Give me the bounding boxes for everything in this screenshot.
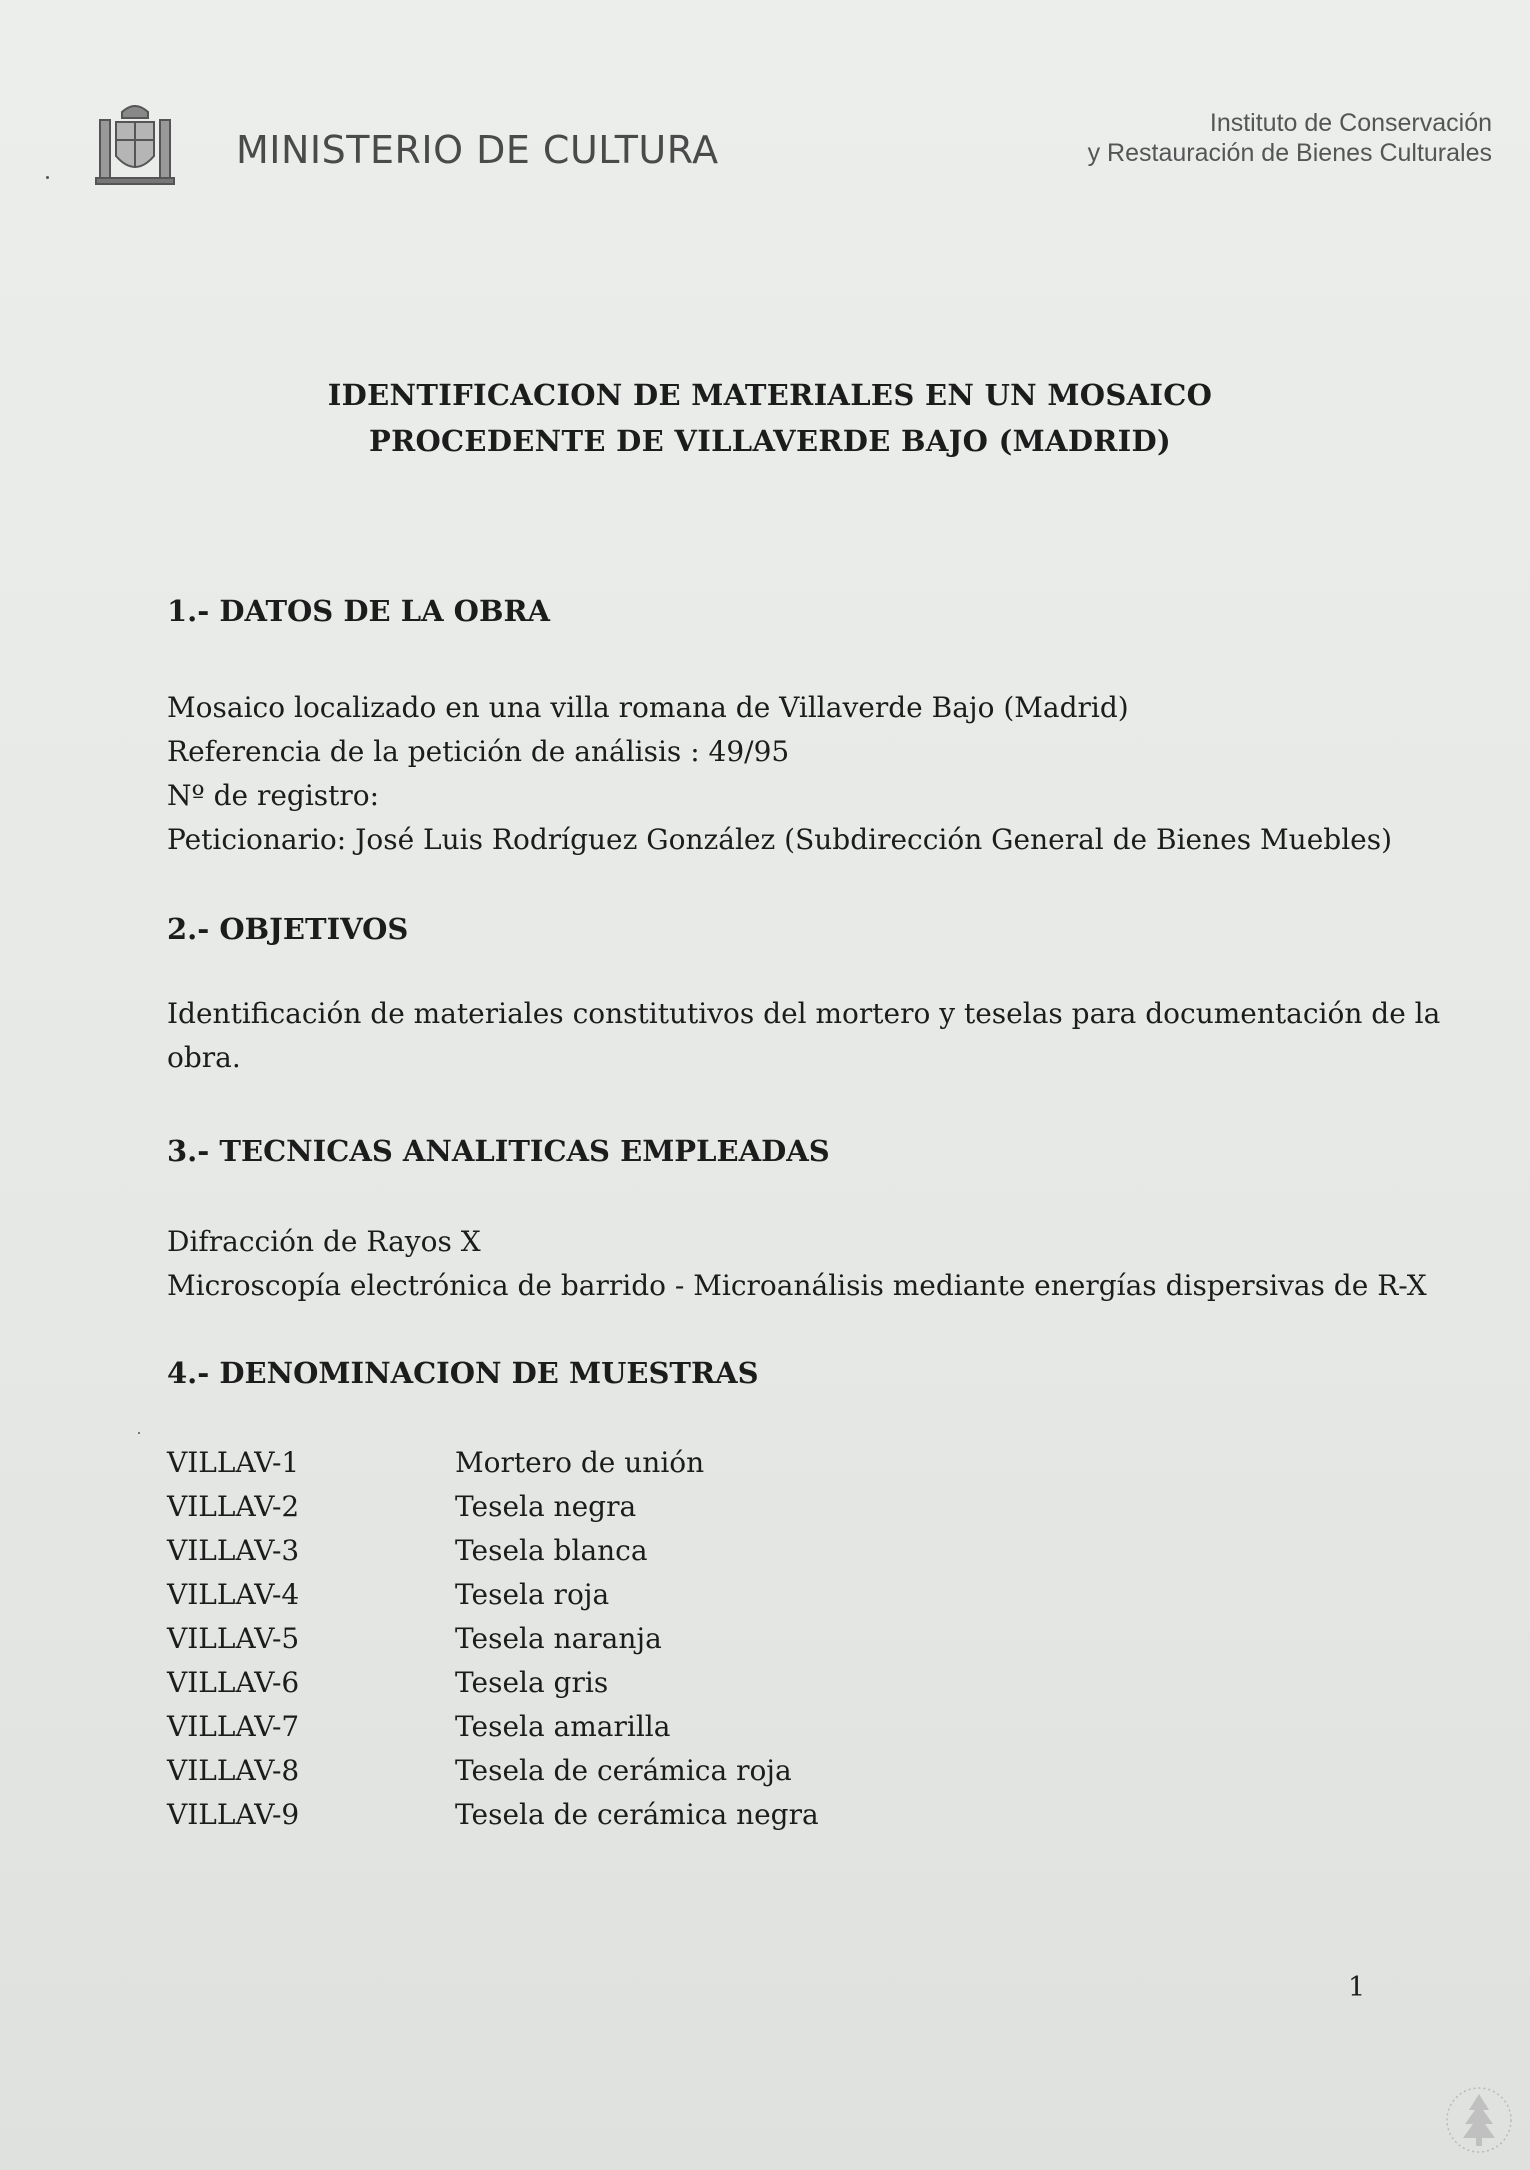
scan-speck [138, 1432, 140, 1434]
list-item [167, 1748, 819, 1792]
section-1-body [167, 686, 1392, 862]
sample-description: Tesela roja [455, 1577, 610, 1611]
list-item [167, 1528, 819, 1572]
institute-line-2: y Restauración de Bienes Culturales [1087, 139, 1492, 167]
sample-code: VILLAV-9 [167, 1797, 300, 1831]
petitioner-line: Peticionario: José Luis Rodríguez González (Subdirección General de Bienes Muebles) [167, 823, 1393, 856]
sample-code: VILLAV-6 [167, 1665, 300, 1699]
sample-description: Tesela amarilla [455, 1709, 671, 1743]
sample-code: VILLAV-4 [167, 1577, 300, 1611]
sample-description: Tesela naranja [455, 1621, 662, 1655]
sample-code: VILLAV-5 [167, 1621, 300, 1655]
page-number: 1 [1348, 1972, 1366, 2003]
coat-of-arms-icon [94, 98, 176, 188]
sample-description: Tesela gris [455, 1665, 609, 1699]
scan-speck [46, 176, 49, 179]
section-1-heading: 1.- DATOS DE LA OBRA [167, 594, 551, 628]
section-2-body [167, 992, 1440, 1080]
list-item [167, 1616, 819, 1660]
objectives-line-2: obra. [167, 1041, 241, 1074]
list-item [167, 1440, 819, 1484]
technique-line-2: Microscopía electrónica de barrido - Microanálisis mediante energías dispersivas de R-X [167, 1269, 1427, 1302]
section-2-heading: 2.- OBJETIVOS [167, 912, 409, 946]
request-reference-line: Referencia de la petición de análisis : 49/95 [167, 735, 790, 768]
institute-line-1: Instituto de Conservación [1209, 109, 1492, 137]
sample-description: Tesela de cerámica negra [455, 1797, 819, 1831]
tree-stamp-icon [1444, 2080, 1514, 2160]
section-3-body [167, 1220, 1427, 1308]
list-item [167, 1660, 819, 1704]
registry-number-line: Nº de registro: [167, 779, 380, 812]
sample-code: VILLAV-3 [167, 1533, 300, 1567]
title-line-1: IDENTIFICACION DE MATERIALES EN UN MOSAICO [327, 378, 1213, 412]
technique-line-1: Difracción de Rayos X [167, 1225, 481, 1258]
list-item [167, 1704, 819, 1748]
sample-description: Mortero de unión [455, 1445, 705, 1479]
section-4-heading: 4.- DENOMINACION DE MUESTRAS [167, 1356, 759, 1390]
sample-description: Tesela de cerámica roja [455, 1753, 792, 1787]
sample-code: VILLAV-2 [167, 1489, 300, 1523]
list-item [167, 1484, 819, 1528]
work-location-line: Mosaico localizado en una villa romana de Villaverde Bajo (Madrid) [167, 691, 1129, 724]
sample-description: Tesela blanca [455, 1533, 648, 1567]
document-title [0, 372, 1530, 464]
sample-code: VILLAV-8 [167, 1753, 300, 1787]
objectives-line-1: Identificación de materiales constitutivos del mortero y teselas para documentación de la [167, 997, 1441, 1030]
list-item [167, 1572, 819, 1616]
section-3-heading: 3.- TECNICAS ANALITICAS EMPLEADAS [167, 1134, 830, 1168]
sample-code: VILLAV-1 [167, 1445, 300, 1479]
sample-description: Tesela negra [455, 1489, 637, 1523]
sample-code: VILLAV-7 [167, 1709, 300, 1743]
ministry-name: MINISTERIO DE CULTURA [236, 128, 719, 172]
institute-name [1088, 108, 1492, 168]
title-line-2: PROCEDENTE DE VILLAVERDE BAJO (MADRID) [368, 424, 1172, 458]
list-item [167, 1792, 819, 1836]
samples-list [167, 1440, 819, 1836]
